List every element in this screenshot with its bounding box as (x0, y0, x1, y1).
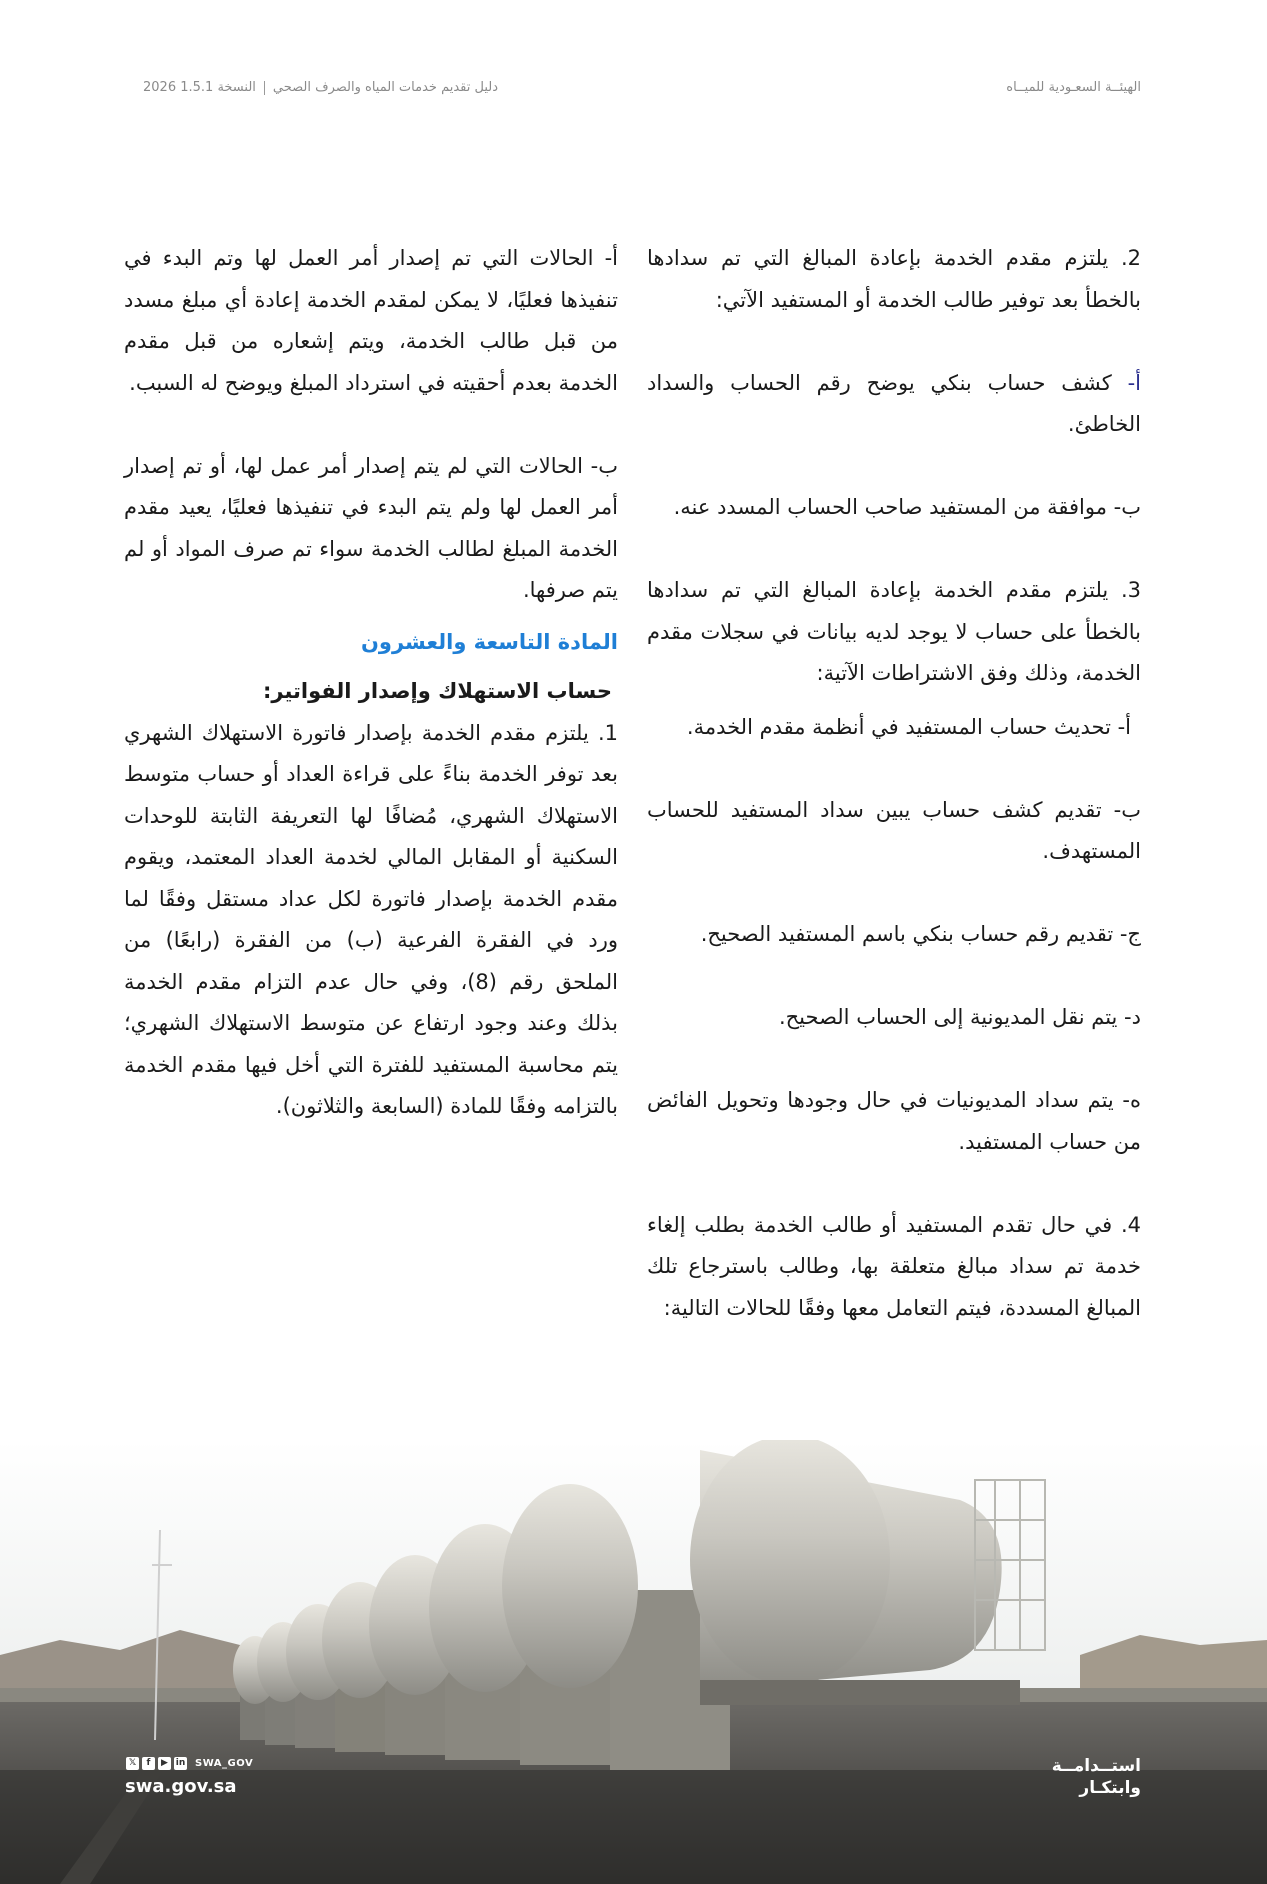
header-divider (264, 81, 265, 95)
clause-3a: أ- تحديث حساب المستفيد في أنظمة مقدم الخدمة. (686, 714, 1131, 739)
header-org-name: الهيئــة السعـودية للميــاه (1006, 80, 1141, 95)
slogan (1052, 1755, 1141, 1799)
clause-4b: ب- الحالات التي لم يتم إصدار أمر عمل لها، أو تم إصدار أمر العمل لها ولم يتم البدء في تنفيذها فعليًا، يعيد مقدم الخدمة المبلغ لطالب الخدمة سواء تم صرف المواد أو لم يتم صرفها. (124, 453, 618, 602)
social-handle: SWA_GOV (195, 1758, 254, 1769)
clause-2: 2. يلتزم مقدم الخدمة بإعادة المبالغ التي تم سدادها بالخطأ بعد توفير طالب الخدمة أو المستفيد الآتي: (647, 246, 1141, 312)
slogan-line-2: وابتكـار (1079, 1778, 1141, 1798)
linkedin-icon[interactable]: in (175, 1758, 186, 1768)
header-version: النسخة 1.5.1 2026 (143, 80, 256, 95)
water-tanks-photo (0, 1440, 1267, 1884)
clause-2b: ب- موافقة من المستفيد صاحب الحساب المسدد عنه. (673, 495, 1141, 519)
clause-3c: ج- تقديم رقم حساب بنكي باسم المستفيد الصحيح. (700, 922, 1141, 946)
header-doc-title: دليل تقديم خدمات المياه والصرف الصحي (272, 80, 499, 95)
clause-4: 4. في حال تقدم المستفيد أو طالب الخدمة بطلب إلغاء خدمة تم سداد مبالغ متعلقة بها، وطالب باسترجاع تلك المبالغ المسددة، فيتم التعامل معها وفقًا للحالات التالية: (647, 1212, 1141, 1320)
clause-2a-letter: أ- (1127, 370, 1141, 395)
slogan-line-1: استــدامــة (1051, 1756, 1141, 1776)
clause-3b: ب- تقديم كشف حساب يبين سداد المستفيد للحساب المستهدف. (647, 797, 1141, 863)
facebook-icon[interactable]: f (142, 1757, 155, 1770)
website-link[interactable]: swa.gov.sa (125, 1776, 237, 1797)
clause-2a-text: كشف حساب بنكي يوضح رقم الحساب والسداد الخاطئ. (647, 370, 1141, 436)
social-links (126, 1757, 253, 1770)
clause-4a: أ- الحالات التي تم إصدار أمر العمل لها وتم البدء في تنفيذها فعليًا، لا يمكن لمقدم الخدمة إعادة أي مبلغ مسدد من قبل طالب الخدمة، ويتم إشعاره من قبل مقدم الخدمة بعدم أحقيته في استرداد المبلغ ويوضح له السبب. (124, 246, 618, 395)
clause-3: 3. يلتزم مقدم الخدمة بإعادة المبالغ التي تم سدادها بالخطأ على حساب لا يوجد لديه بيانات في سجلات مقدم الخدمة، وذلك وفق الاشتراطات الآتية: (647, 578, 1141, 685)
clause-3e: ه- يتم سداد المديونيات في حال وجودها وتحويل الفائض من حساب المستفيد. (647, 1088, 1141, 1154)
clause-3d: د- يتم نقل المديونية إلى الحساب الصحيح. (778, 1005, 1141, 1029)
clause-2a (647, 363, 1141, 446)
header-doc-info (143, 80, 498, 95)
right-column (647, 238, 1141, 1329)
left-column (124, 238, 618, 1128)
article-heading: المادة التاسعة والعشرون (360, 629, 618, 654)
x-icon[interactable]: 𝕏 (126, 1757, 139, 1770)
article-subheading: حساب الاستهلاك وإصدار الفواتير: (263, 679, 612, 703)
billing-clause-1: 1. يلتزم مقدم الخدمة بإصدار فاتورة الاستهلاك الشهري بعد توفر الخدمة بناءً على قراءة العداد أو حساب متوسط الاستهلاك الشهري، مُضافًا لها التعريفة الثابتة للوحدات السكنية أو المقابل المالي لخدمة العداد المعتمد، ويقوم مقدم الخدمة بإصدار فاتورة لكل عداد مستقل وفقًا لما ورد في الفقرة الفرعية (ب) من الفقرة (رابعًا) من الملحق رقم (8)، وفي حال عدم التزام مقدم الخدمة بذلك وعند وجود ارتفاع عن متوسط الاستهلاك الشهري؛ يتم محاسبة المستفيد للفترة التي أخل فيها مقدم الخدمة بالتزامه وفقًا للمادة (السابعة والثلاثون). (124, 720, 618, 1118)
youtube-icon[interactable]: ▶ (158, 1757, 171, 1770)
